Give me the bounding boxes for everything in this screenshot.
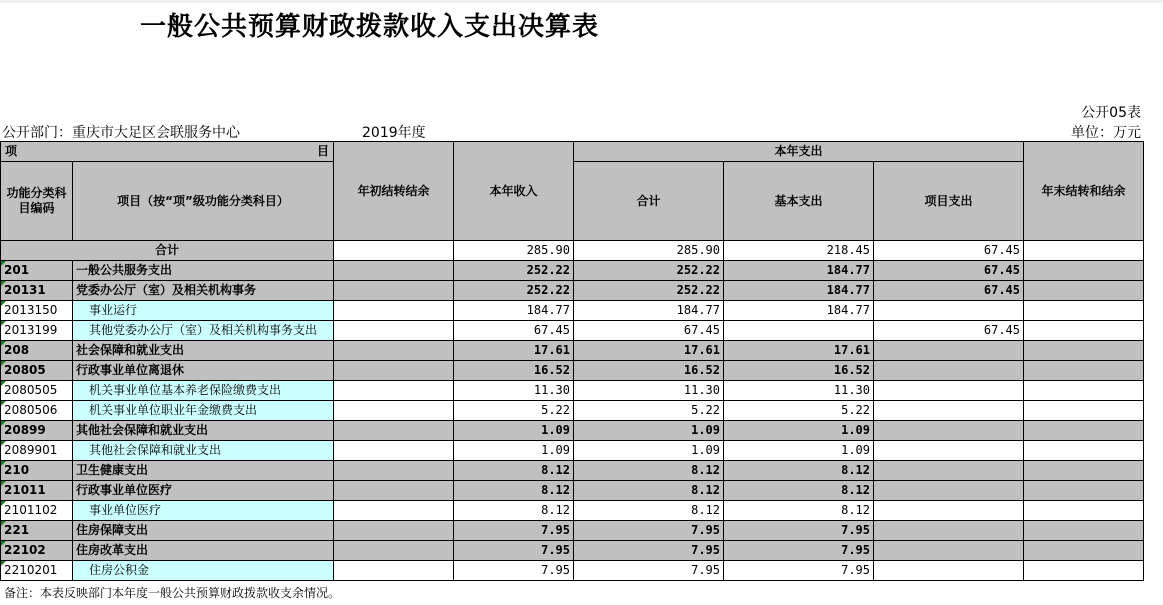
project-cell[interactable]: [874, 441, 1024, 461]
table-row: [1, 521, 1144, 541]
page-title: 一般公共预算财政拨款收入支出决算表: [140, 12, 600, 42]
begin-cell[interactable]: [334, 341, 454, 361]
begin-cell[interactable]: [334, 501, 454, 521]
expense-total-cell[interactable]: 16.52: [574, 361, 724, 381]
end-cell[interactable]: [1024, 321, 1144, 341]
income-cell[interactable]: 11.30: [454, 381, 574, 401]
item-name-cell[interactable]: 住房保障支出: [73, 521, 334, 541]
expense-total-cell[interactable]: 252.22: [574, 281, 724, 301]
total-expense-cell[interactable]: 285.90: [574, 241, 724, 261]
project-cell[interactable]: [874, 361, 1024, 381]
code-text: 2080506: [4, 403, 58, 417]
income-cell[interactable]: 8.12: [454, 501, 574, 521]
begin-cell[interactable]: [334, 561, 454, 581]
code-cell[interactable]: [1, 521, 73, 541]
code-cell[interactable]: [1, 321, 73, 341]
cell-marker-icon: [1, 261, 6, 266]
expense-total-cell[interactable]: 8.12: [574, 461, 724, 481]
code-text: 2013199: [4, 323, 58, 337]
end-cell[interactable]: [1024, 361, 1144, 381]
basic-cell[interactable]: 184.77: [724, 301, 874, 321]
item-name-cell[interactable]: 住房改革支出: [73, 541, 334, 561]
expense-total-cell[interactable]: 67.45: [574, 321, 724, 341]
footnote: 备注：本表反映部门本年度一般公共预算财政拨款收支余情况。: [4, 586, 341, 600]
basic-cell[interactable]: 8.12: [724, 461, 874, 481]
income-cell[interactable]: 7.95: [454, 521, 574, 541]
code-cell[interactable]: [1, 441, 73, 461]
total-row: [1, 241, 1144, 261]
cell-marker-icon: [1, 461, 6, 466]
code-cell[interactable]: [1, 541, 73, 561]
expense-total-cell[interactable]: 7.95: [574, 521, 724, 541]
end-cell[interactable]: [1024, 481, 1144, 501]
item-name-cell[interactable]: 社会保障和就业支出: [73, 341, 334, 361]
basic-expense-header[interactable]: 基本支出: [724, 162, 874, 241]
code-text: 20899: [4, 423, 46, 437]
basic-cell[interactable]: 5.22: [724, 401, 874, 421]
end-cell[interactable]: [1024, 341, 1144, 361]
cell-marker-icon: [1, 301, 6, 306]
basic-cell[interactable]: 7.95: [724, 561, 874, 581]
code-text: 20805: [4, 363, 46, 377]
cell-marker-icon: [1, 441, 6, 446]
cell-marker-icon: [1, 401, 6, 406]
end-cell[interactable]: [1024, 561, 1144, 581]
total-label-cell[interactable]: 合计: [1, 241, 334, 261]
income-cell[interactable]: 5.22: [454, 401, 574, 421]
table-row: [1, 461, 1144, 481]
item-name-cell[interactable]: 其他社会保障和就业支出: [73, 441, 334, 461]
income-cell[interactable]: 7.95: [454, 541, 574, 561]
end-cell[interactable]: [1024, 281, 1144, 301]
table-row: [1, 281, 1144, 301]
project-cell[interactable]: [874, 541, 1024, 561]
end-cell[interactable]: [1024, 541, 1144, 561]
expense-total-cell[interactable]: 8.12: [574, 501, 724, 521]
basic-cell[interactable]: [724, 321, 874, 341]
cell-marker-icon: [1, 521, 6, 526]
item-name-cell[interactable]: 其他党委办公厅（室）及相关机构事务支出: [73, 321, 334, 341]
code-text: 208: [4, 343, 30, 357]
project-cell[interactable]: [874, 521, 1024, 541]
expense-total-cell[interactable]: 1.09: [574, 441, 724, 461]
item-name-cell[interactable]: 事业单位医疗: [73, 501, 334, 521]
code-cell[interactable]: [1, 501, 73, 521]
expense-group-header[interactable]: 本年支出: [574, 142, 1024, 162]
end-cell[interactable]: [1024, 381, 1144, 401]
income-header[interactable]: 本年收入: [454, 142, 574, 241]
code-cell[interactable]: [1, 261, 73, 281]
end-cell[interactable]: [1024, 521, 1144, 541]
begin-cell[interactable]: [334, 401, 454, 421]
department-label: 公开部门：重庆市大足区会联服务中心: [2, 125, 240, 141]
begin-cell[interactable]: [334, 441, 454, 461]
item-name-cell[interactable]: 行政事业单位医疗: [73, 481, 334, 501]
code-cell[interactable]: [1, 301, 73, 321]
income-cell[interactable]: 7.95: [454, 561, 574, 581]
code-cell[interactable]: [1, 281, 73, 301]
expense-total-cell[interactable]: 5.22: [574, 401, 724, 421]
income-cell[interactable]: 17.61: [454, 341, 574, 361]
income-cell[interactable]: 252.22: [454, 281, 574, 301]
end-cell[interactable]: [1024, 501, 1144, 521]
code-cell[interactable]: [1, 341, 73, 361]
cell-marker-icon: [1, 481, 6, 486]
item-name-cell[interactable]: 机关事业单位基本养老保险缴费支出: [73, 381, 334, 401]
begin-cell[interactable]: [334, 421, 454, 441]
basic-cell[interactable]: 16.52: [724, 361, 874, 381]
code-text: 20131: [4, 283, 46, 297]
project-cell[interactable]: 67.45: [874, 261, 1024, 281]
project-cell[interactable]: 67.45: [874, 321, 1024, 341]
table-row: [1, 261, 1144, 281]
total-begin-cell[interactable]: [334, 241, 454, 261]
item-name-cell[interactable]: 一般公共服务支出: [73, 261, 334, 281]
begin-cell[interactable]: [334, 321, 454, 341]
end-cell[interactable]: [1024, 401, 1144, 421]
budget-table: [0, 141, 1144, 581]
end-cell[interactable]: [1024, 301, 1144, 321]
basic-cell[interactable]: 1.09: [724, 441, 874, 461]
item-name-header[interactable]: 项目（按“项”级功能分类科目）: [73, 162, 334, 241]
func-code-header[interactable]: 功能分类科目编码: [1, 162, 73, 241]
code-cell[interactable]: [1, 401, 73, 421]
header-row-1: [1, 142, 1144, 162]
begin-cell[interactable]: [334, 261, 454, 281]
unit-label: 单位：万元: [1071, 125, 1141, 141]
code-text: 2089901: [4, 443, 58, 457]
cell-marker-icon: [1, 381, 6, 386]
table-row: [1, 441, 1144, 461]
basic-cell[interactable]: 184.77: [724, 281, 874, 301]
expense-total-cell[interactable]: 184.77: [574, 301, 724, 321]
income-cell[interactable]: 184.77: [454, 301, 574, 321]
begin-cell[interactable]: [334, 521, 454, 541]
expense-total-cell[interactable]: 8.12: [574, 481, 724, 501]
form-number: 公开05表: [1081, 105, 1141, 121]
begin-cell[interactable]: [334, 541, 454, 561]
project-expense-header[interactable]: 项目支出: [874, 162, 1024, 241]
expense-total-cell[interactable]: 1.09: [574, 421, 724, 441]
project-cell[interactable]: [874, 401, 1024, 421]
project-cell[interactable]: [874, 341, 1024, 361]
sheet-top-edge: [0, 0, 1163, 3]
total-income-cell[interactable]: 285.90: [454, 241, 574, 261]
basic-cell[interactable]: 11.30: [724, 381, 874, 401]
code-cell[interactable]: [1, 421, 73, 441]
expense-total-cell[interactable]: 7.95: [574, 561, 724, 581]
income-cell[interactable]: 8.12: [454, 461, 574, 481]
end-cell[interactable]: [1024, 421, 1144, 441]
code-text: 2080505: [4, 383, 58, 397]
table-row: [1, 561, 1144, 581]
table-row: [1, 421, 1144, 441]
expense-total-cell[interactable]: 11.30: [574, 381, 724, 401]
end-cell[interactable]: [1024, 461, 1144, 481]
cell-marker-icon: [1, 501, 6, 506]
cell-marker-icon: [1, 321, 6, 326]
begin-cell[interactable]: [334, 301, 454, 321]
basic-cell[interactable]: 8.12: [724, 481, 874, 501]
code-cell[interactable]: [1, 361, 73, 381]
project-cell[interactable]: [874, 481, 1024, 501]
table-row: [1, 361, 1144, 381]
basic-cell[interactable]: 17.61: [724, 341, 874, 361]
basic-cell[interactable]: 184.77: [724, 261, 874, 281]
code-text: 2210201: [4, 563, 58, 577]
project-cell[interactable]: [874, 501, 1024, 521]
table-row: [1, 301, 1144, 321]
code-text: 22102: [4, 543, 46, 557]
table-row: [1, 381, 1144, 401]
carryover-begin-header[interactable]: 年初结转结余: [334, 142, 454, 241]
code-text: 201: [4, 263, 30, 277]
project-cell[interactable]: [874, 461, 1024, 481]
item-name-cell[interactable]: 行政事业单位离退休: [73, 361, 334, 381]
end-cell[interactable]: [1024, 261, 1144, 281]
project-cell[interactable]: [874, 301, 1024, 321]
cell-marker-icon: [1, 361, 6, 366]
begin-cell[interactable]: [334, 381, 454, 401]
total-end-cell[interactable]: [1024, 241, 1144, 261]
table-row: [1, 541, 1144, 561]
table-row: [1, 341, 1144, 361]
basic-cell[interactable]: 7.95: [724, 541, 874, 561]
expense-total-cell[interactable]: 7.95: [574, 541, 724, 561]
basic-cell[interactable]: 1.09: [724, 421, 874, 441]
total-basic-cell[interactable]: 218.45: [724, 241, 874, 261]
code-text: 2013150: [4, 303, 58, 317]
code-cell[interactable]: [1, 561, 73, 581]
expense-total-cell[interactable]: 17.61: [574, 341, 724, 361]
begin-cell[interactable]: [334, 481, 454, 501]
table-row: [1, 501, 1144, 521]
cell-marker-icon: [1, 341, 6, 346]
item-name-cell[interactable]: 党委办公厅（室）及相关机构事务: [73, 281, 334, 301]
item-name-cell[interactable]: 事业运行: [73, 301, 334, 321]
cell-marker-icon: [1, 561, 6, 566]
project-cell[interactable]: [874, 381, 1024, 401]
cell-marker-icon: [1, 281, 6, 286]
begin-cell[interactable]: [334, 361, 454, 381]
code-cell[interactable]: [1, 461, 73, 481]
table-row: [1, 481, 1144, 501]
item-name-cell[interactable]: 卫生健康支出: [73, 461, 334, 481]
income-cell[interactable]: 1.09: [454, 421, 574, 441]
expense-total-header[interactable]: 合计: [574, 162, 724, 241]
income-cell[interactable]: 8.12: [454, 481, 574, 501]
cell-marker-icon: [1, 541, 6, 546]
end-cell[interactable]: [1024, 441, 1144, 461]
item-header-left: 项: [5, 144, 18, 158]
item-header-right: 目: [316, 144, 329, 158]
project-cell[interactable]: [874, 421, 1024, 441]
item-name-cell[interactable]: 机关事业单位职业年金缴费支出: [73, 401, 334, 421]
item-name-cell[interactable]: 其他社会保障和就业支出: [73, 421, 334, 441]
expense-total-cell[interactable]: 252.22: [574, 261, 724, 281]
income-cell[interactable]: 16.52: [454, 361, 574, 381]
code-text: 21011: [4, 483, 46, 497]
basic-cell[interactable]: 8.12: [724, 501, 874, 521]
year-label: 2019年度: [362, 125, 426, 141]
begin-cell[interactable]: [334, 281, 454, 301]
basic-cell[interactable]: 7.95: [724, 521, 874, 541]
table-row: [1, 321, 1144, 341]
code-text: 2101102: [4, 503, 58, 517]
income-cell[interactable]: 252.22: [454, 261, 574, 281]
code-text: 210: [4, 463, 30, 477]
table-row: [1, 401, 1144, 421]
income-cell[interactable]: 67.45: [454, 321, 574, 341]
item-header[interactable]: [1, 142, 334, 162]
carryover-end-header[interactable]: 年末结转和结余: [1024, 142, 1144, 241]
code-cell[interactable]: [1, 381, 73, 401]
cell-marker-icon: [1, 421, 6, 426]
income-cell[interactable]: 1.09: [454, 441, 574, 461]
project-cell[interactable]: [874, 561, 1024, 581]
code-cell[interactable]: [1, 481, 73, 501]
total-project-cell[interactable]: 67.45: [874, 241, 1024, 261]
begin-cell[interactable]: [334, 461, 454, 481]
code-text: 221: [4, 523, 30, 537]
project-cell[interactable]: 67.45: [874, 281, 1024, 301]
item-name-cell[interactable]: 住房公积金: [73, 561, 334, 581]
